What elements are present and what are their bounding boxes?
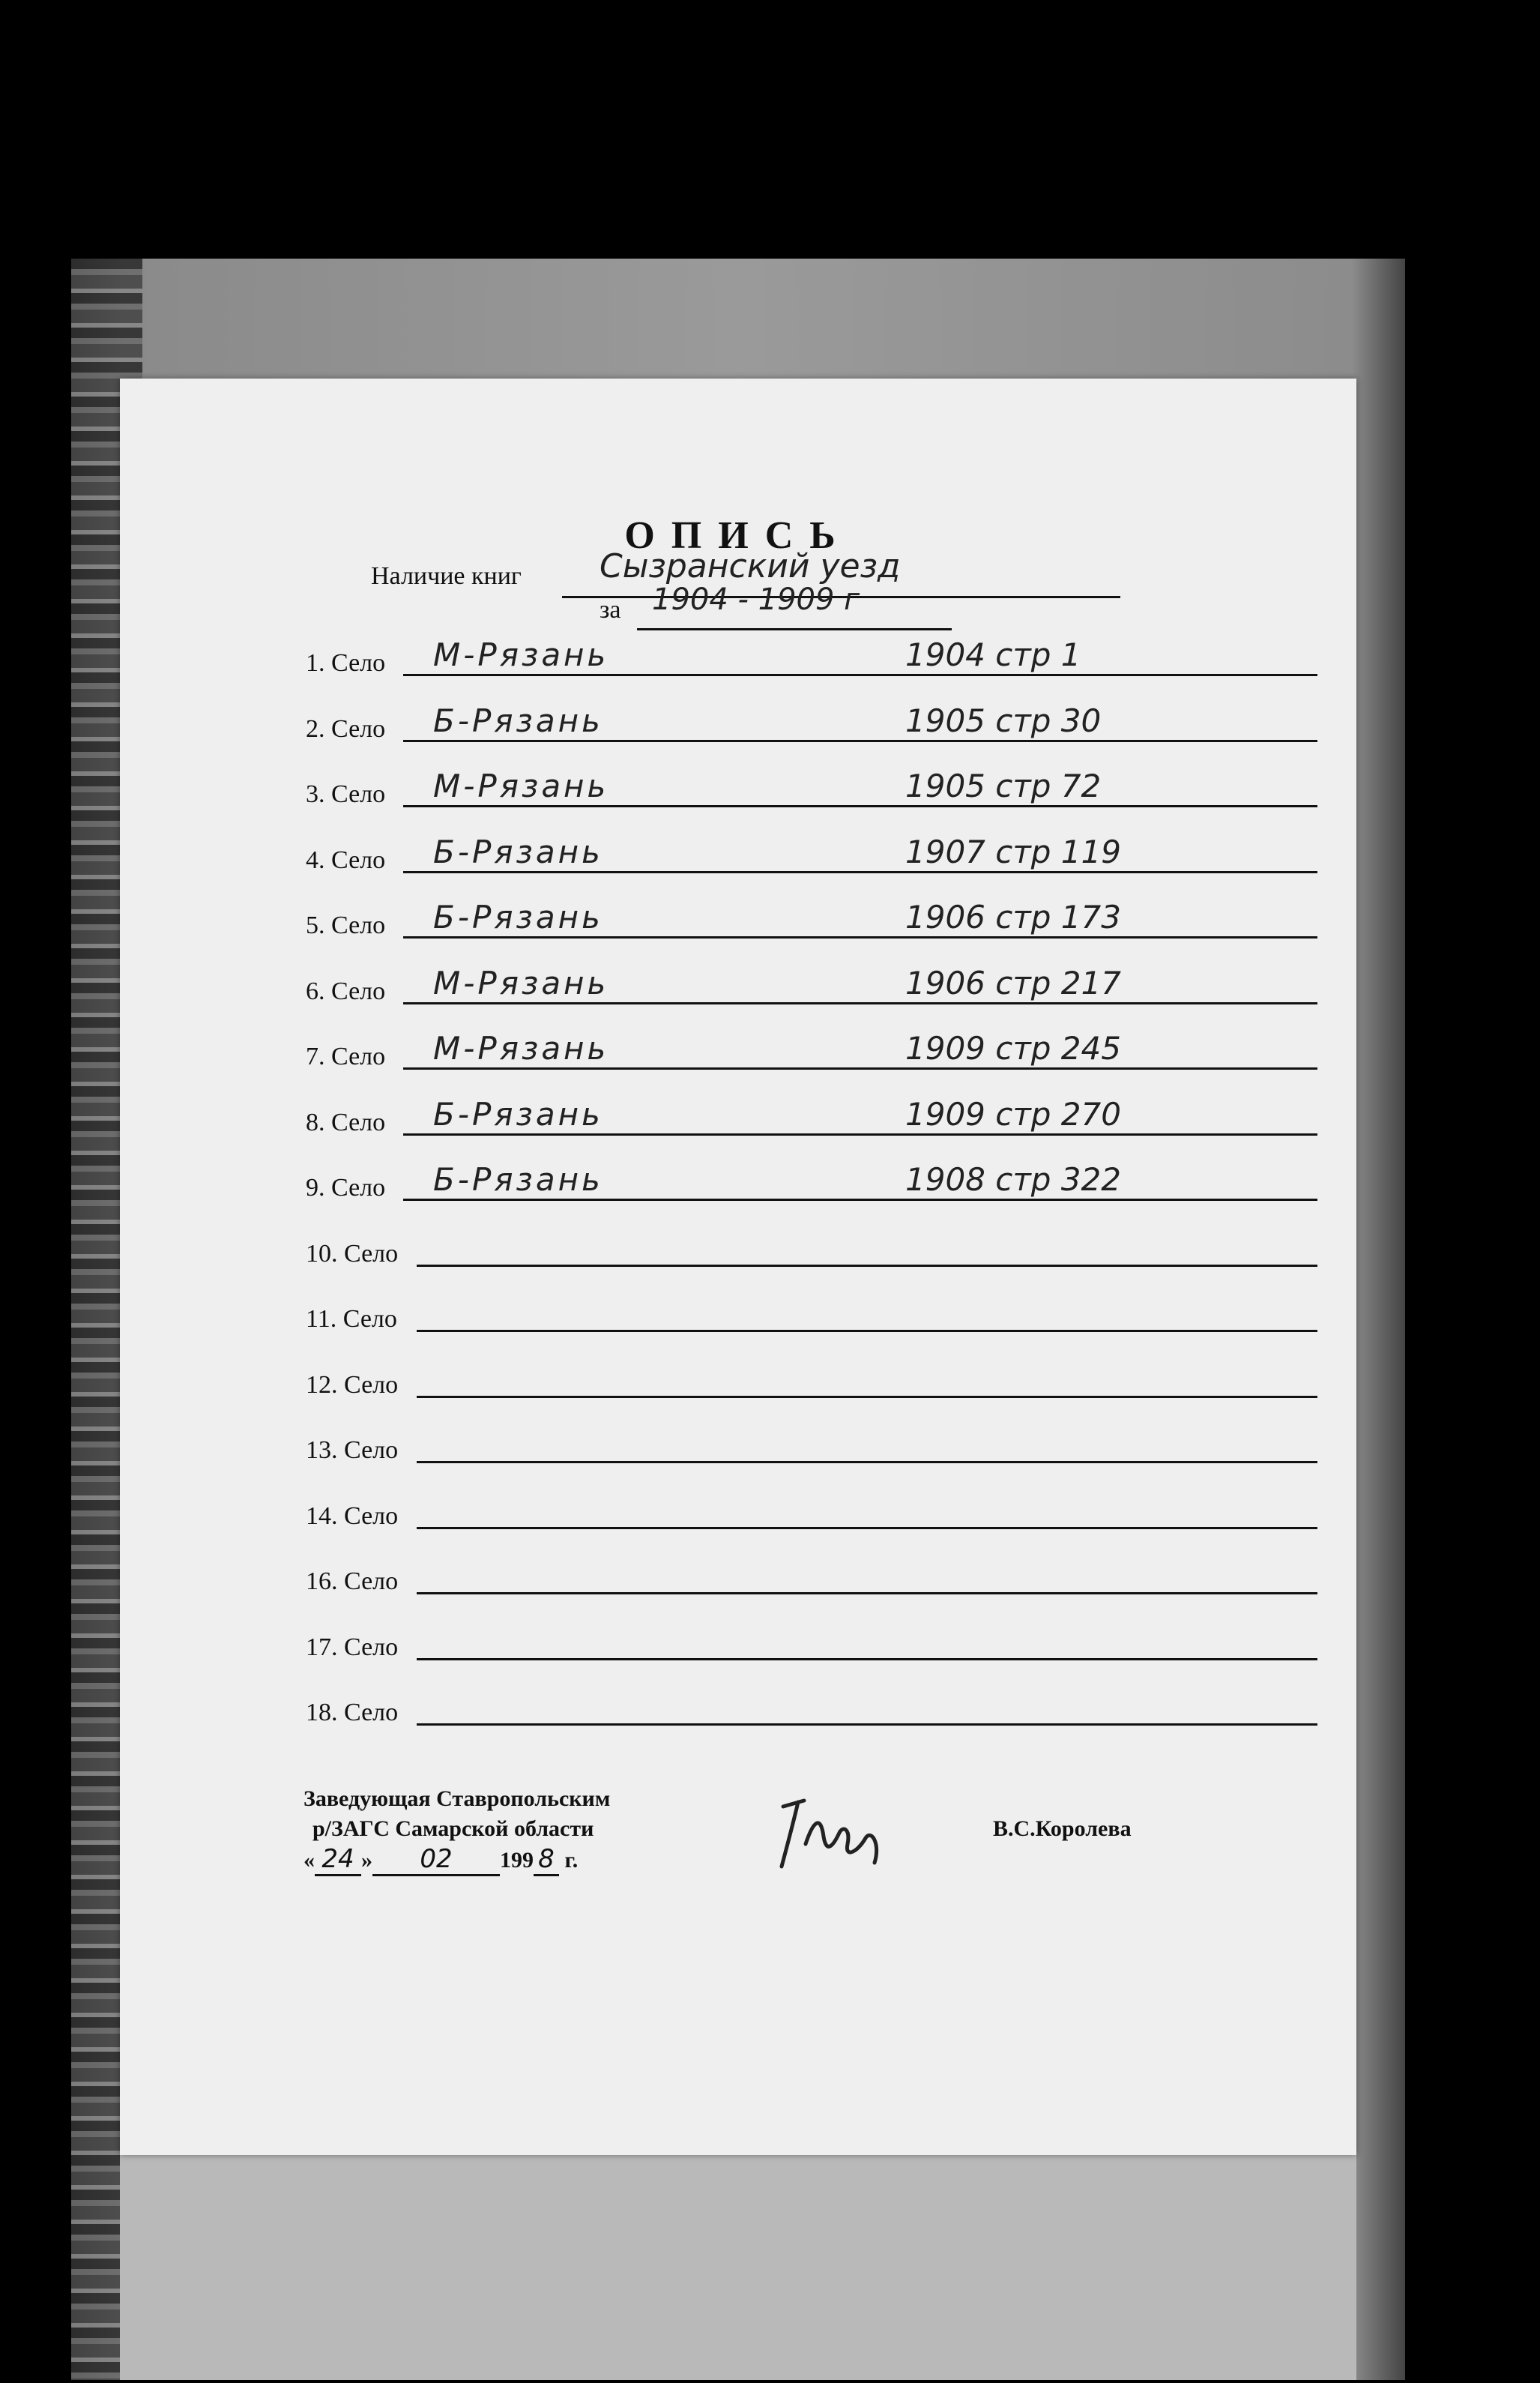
entry-village: М-Рязань xyxy=(433,964,609,1001)
entry-underline xyxy=(403,1133,1317,1136)
entry-row xyxy=(306,768,1355,813)
date-close-quote: » xyxy=(361,1848,372,1873)
books-label: Наличие книг xyxy=(371,562,522,590)
entry-row xyxy=(306,1359,1355,1404)
entry-row xyxy=(306,637,1355,682)
entry-underline xyxy=(403,1199,1317,1201)
entry-label: 2. Село xyxy=(306,714,386,743)
entry-underline xyxy=(403,805,1317,807)
signature-date xyxy=(304,1844,610,1876)
date-month: 02 xyxy=(372,1844,500,1876)
entry-book: 1909 стр 245 xyxy=(905,1030,1121,1067)
entry-underline xyxy=(417,1723,1317,1726)
entry-label: 16. Село xyxy=(306,1567,399,1595)
entry-underline xyxy=(403,871,1317,873)
entry-label: 14. Село xyxy=(306,1501,399,1530)
handwritten-signature xyxy=(768,1792,888,1874)
entry-book: 1905 стр 72 xyxy=(905,768,1102,804)
entry-label: 8. Село xyxy=(306,1108,386,1136)
entry-row xyxy=(306,1162,1355,1207)
entry-underline xyxy=(417,1396,1317,1398)
entry-row xyxy=(306,834,1355,879)
entry-underline xyxy=(417,1265,1317,1267)
entry-label: 17. Село xyxy=(306,1633,399,1661)
entry-row xyxy=(306,900,1355,945)
entry-underline xyxy=(403,1067,1317,1070)
page-title: ОПИСЬ xyxy=(624,514,852,557)
entry-row xyxy=(306,1031,1355,1076)
entry-row xyxy=(306,1555,1355,1600)
entry-label: 6. Село xyxy=(306,977,386,1005)
entry-underline xyxy=(417,1330,1317,1332)
entry-book: 1909 стр 270 xyxy=(905,1095,1121,1133)
entry-label: 5. Село xyxy=(306,912,386,939)
entry-village: Б-Рязань xyxy=(433,1095,603,1133)
entry-label: 1. Село xyxy=(306,649,386,677)
date-suffix: г. xyxy=(564,1848,579,1873)
signatory-name: В.С.Королева xyxy=(993,1816,1132,1841)
entry-village: Б-Рязань xyxy=(433,833,603,870)
entry-row xyxy=(306,1424,1355,1469)
entry-label: 11. Село xyxy=(306,1305,397,1333)
entry-row xyxy=(306,1228,1355,1273)
entry-label: 18. Село xyxy=(306,1699,399,1726)
entry-row xyxy=(306,1490,1355,1535)
entry-village: М-Рязань xyxy=(433,1030,609,1067)
date-day: 24 xyxy=(315,1844,361,1876)
inventory-sheet xyxy=(120,379,1356,2155)
entry-book: 1906 стр 217 xyxy=(905,964,1121,1001)
entry-village: Б-Рязань xyxy=(433,702,603,739)
entry-row xyxy=(306,965,1355,1010)
entry-label: 3. Село xyxy=(306,780,386,808)
entry-row xyxy=(306,703,1355,748)
entry-book: 1904 стр 1 xyxy=(905,636,1081,673)
entry-book: 1906 стр 173 xyxy=(905,899,1121,936)
entry-label: 7. Село xyxy=(306,1043,386,1070)
entry-book: 1908 стр 322 xyxy=(905,1161,1121,1198)
entry-label: 10. Село xyxy=(306,1239,399,1268)
signature-block xyxy=(304,1784,610,1876)
period-label: за xyxy=(600,596,621,624)
period-value: 1904 - 1909 г xyxy=(652,582,860,617)
entry-underline xyxy=(417,1592,1317,1594)
date-year-prefix: 199 xyxy=(500,1848,534,1873)
entry-underline xyxy=(417,1527,1317,1529)
entry-village: Б-Рязань xyxy=(433,1161,603,1198)
entry-label: 13. Село xyxy=(306,1436,399,1464)
entry-label: 12. Село xyxy=(306,1370,399,1399)
entry-underline xyxy=(403,936,1317,939)
entry-book: 1905 стр 30 xyxy=(905,702,1102,739)
date-year-digit: 8 xyxy=(534,1844,559,1876)
folder-bottom-strip xyxy=(120,2155,1356,2380)
entry-underline xyxy=(403,674,1317,676)
entry-underline xyxy=(403,740,1317,742)
entry-row xyxy=(306,1621,1355,1666)
entry-row xyxy=(306,1293,1355,1338)
entry-underline xyxy=(403,1002,1317,1004)
entry-village: М-Рязань xyxy=(433,768,609,804)
entry-village: М-Рязань xyxy=(433,636,609,673)
entry-village: Б-Рязань xyxy=(433,899,603,936)
date-open-quote: « xyxy=(304,1848,315,1873)
entry-row xyxy=(306,1097,1355,1142)
position-line-2: р/ЗАГС Самарской области xyxy=(312,1816,594,1841)
entry-label: 4. Село xyxy=(306,846,386,874)
entry-row xyxy=(306,1687,1355,1732)
entry-underline xyxy=(417,1461,1317,1463)
entry-label: 9. Село xyxy=(306,1174,386,1202)
entry-underline xyxy=(417,1658,1317,1660)
position-line-1: Заведующая Ставропольским xyxy=(304,1786,611,1811)
period-underline xyxy=(637,628,952,630)
books-value: Сызранский уезд xyxy=(600,547,901,585)
entry-book: 1907 стр 119 xyxy=(905,833,1121,870)
